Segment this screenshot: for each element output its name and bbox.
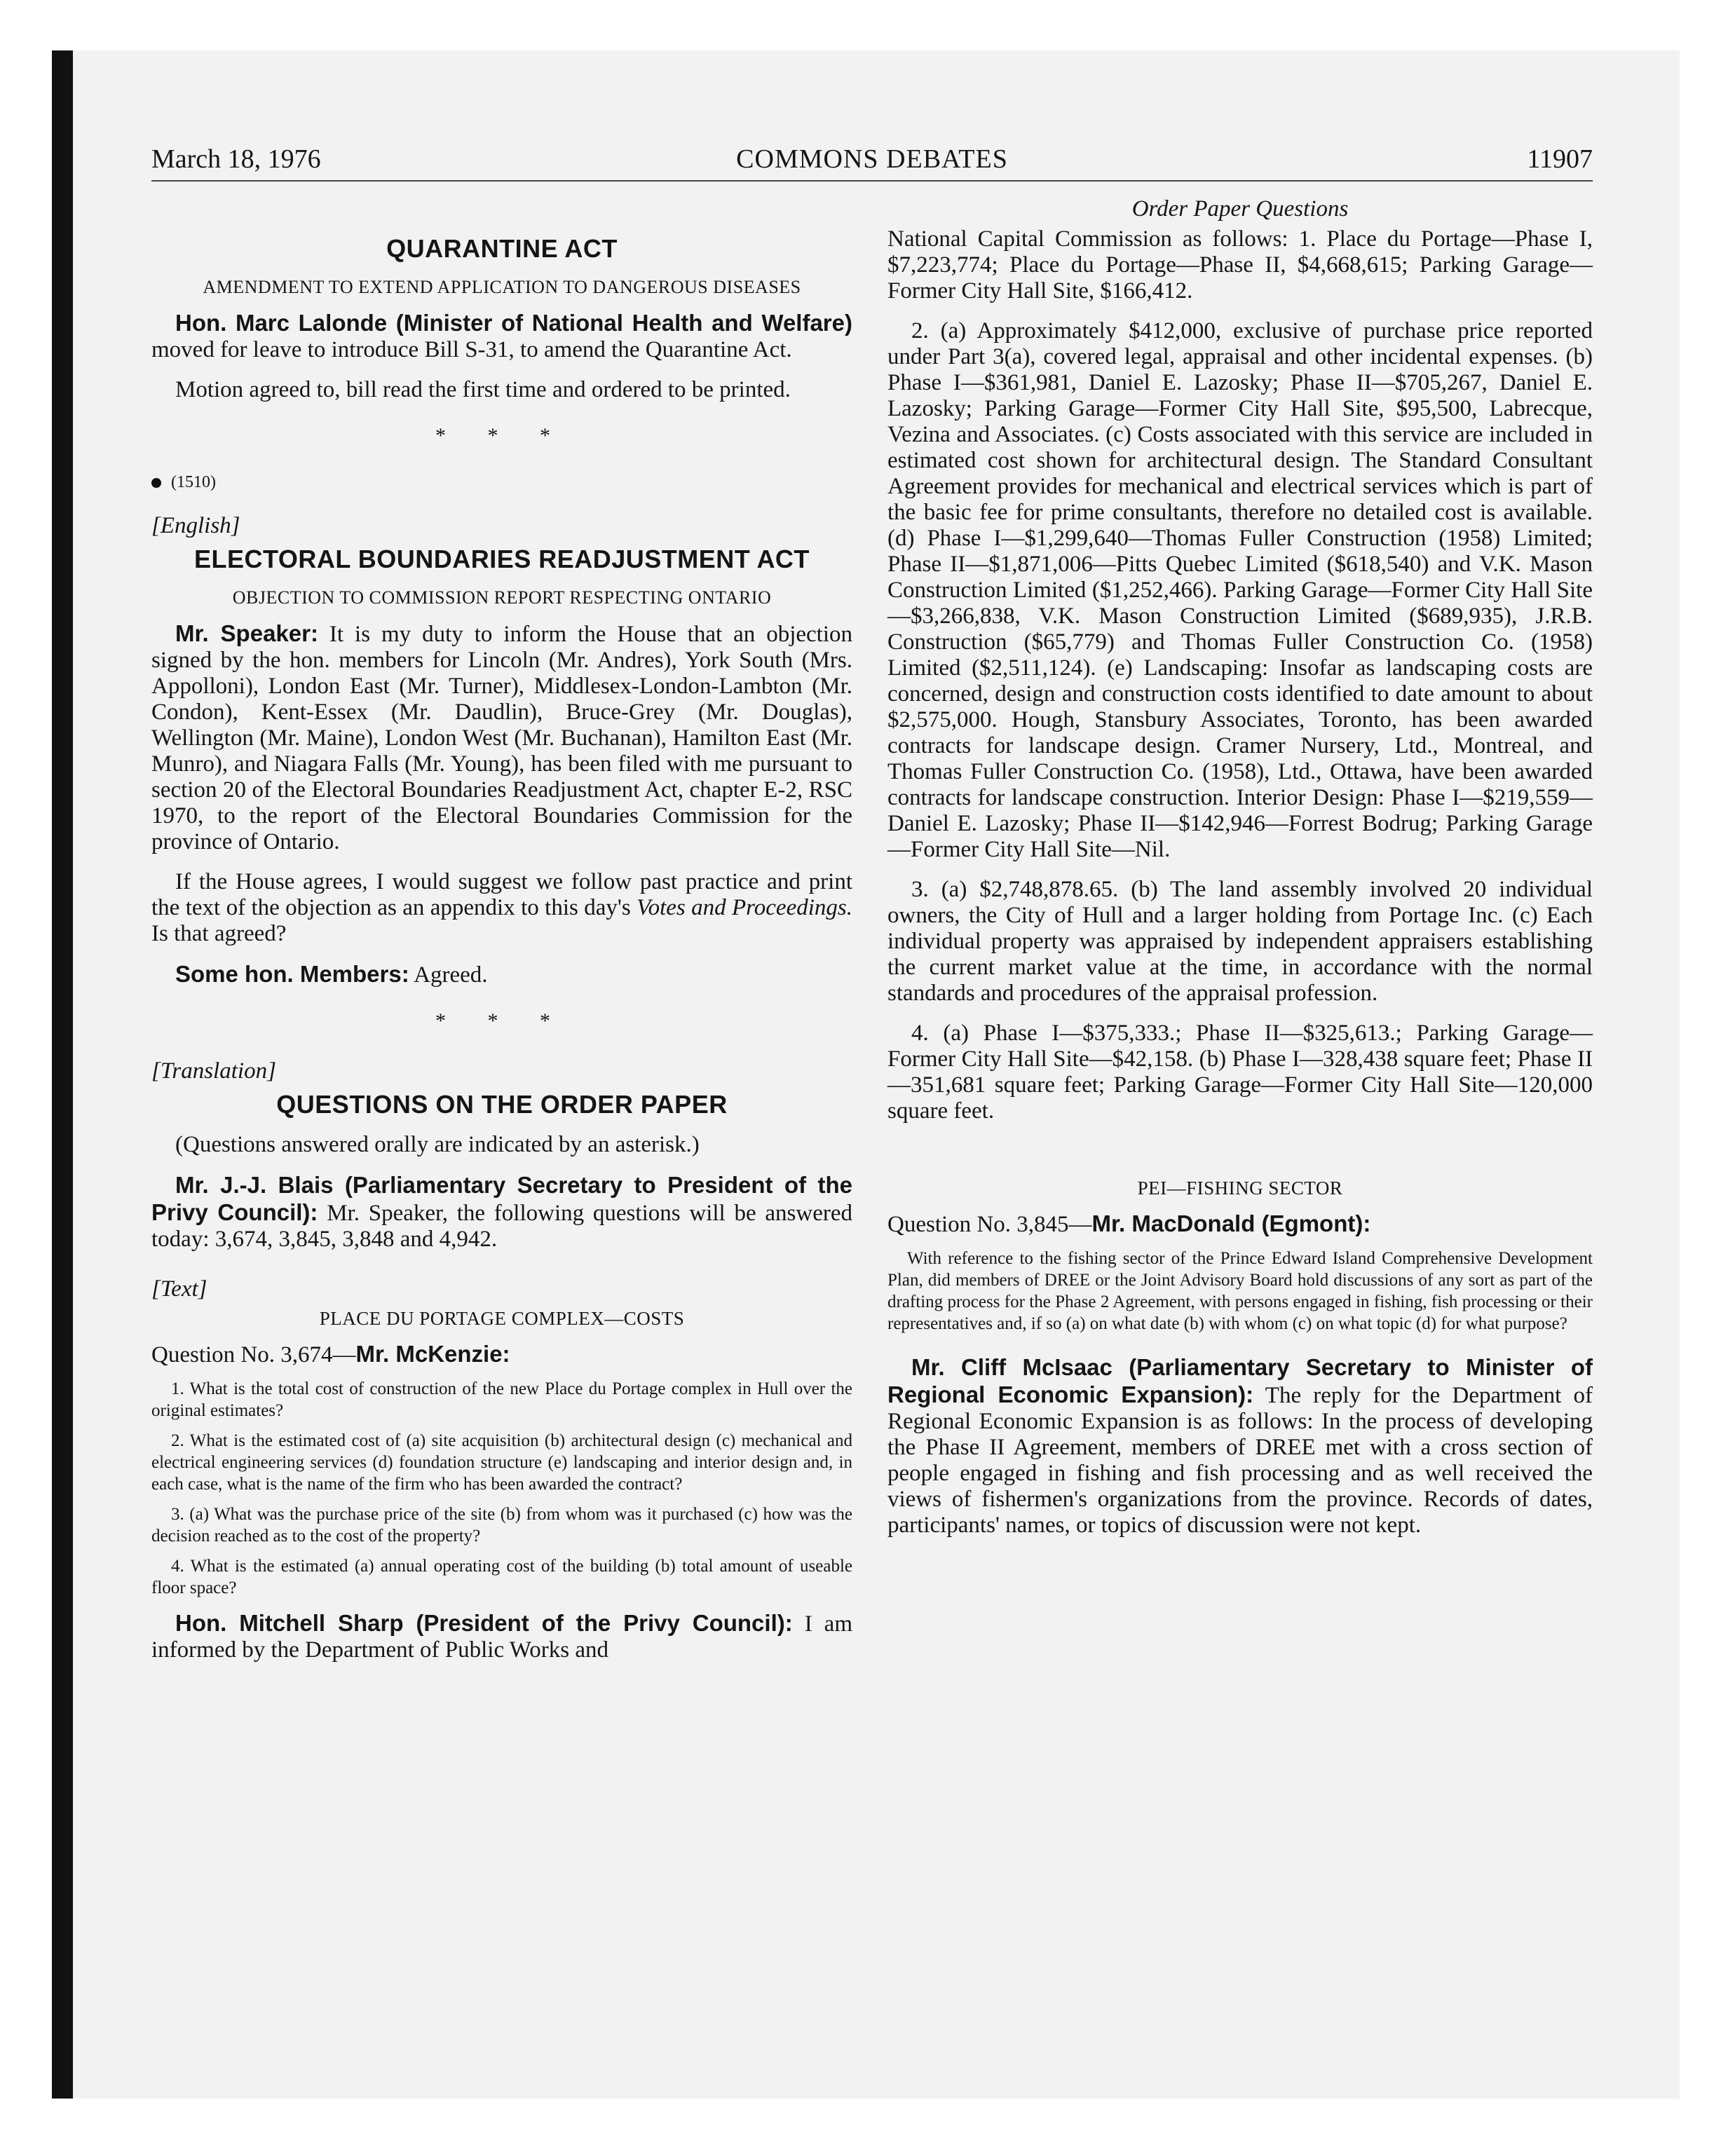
questions-note: (Questions answered orally are indicated by an asterisk.) (175, 1132, 700, 1157)
language-tag-english: [English] (151, 513, 240, 538)
members-reply: Some hon. Members: Agreed. (175, 961, 488, 988)
answer-4: 4. (a) Phase I—$375,333.; Phase II—$325,613.; Parking Garage—Former City Hall Site—$42,158. (b) Phase I—328,438 square feet; Phase II—351,681 square feet; Parking Garage—Former City Hall Site—120,000 square feet. (887, 1021, 1593, 1124)
portage-question-4: 4. What is the estimated (a) annual operating cost of the building (b) total amount of useable floor space? (151, 1557, 852, 1597)
quarantine-paragraph (151, 310, 852, 363)
portage-question-3: 3. (a) What was the purchase price of the site (b) from whom was it purchased (c) how was the decision reached as to the cost of the property? (151, 1505, 852, 1546)
pei-question-text: With reference to the fishing sector of the Prince Edward Island Comprehensive Development Plan, did members of DREE or the Joint Advisory Board hold discussions of any sort as part of the drafting process for the Phase 2 Agreement, with persons engaged in fishing, fish processing or their representatives and, if so (a) on what date (b) with whom (c) on what topic (d) for what purpose? (887, 1249, 1593, 1333)
quarantine-speech: moved for leave to introduce Bill S-31, to amend the Quarantine Act. (151, 337, 792, 362)
portage-caption: PLACE DU PORTAGE COMPLEX—COSTS (319, 1308, 685, 1329)
header-date: March 18, 1976 (151, 144, 321, 174)
electoral-speech: It is my duty to inform the House that an objection signed by the hon. members for Lincoln (Mr. Andres), York South (Mrs. Appolloni), London East (Mr. Turner), Middlesex-London-Lambton (Mr. Condon), Kent-Essex (Mr. Daudlin), Bruce-Grey (Mr. Douglas), Wellington (Mr. Maine), London West (Mr. Buchanan), Hamilton East (Mr. Munro), and Niagara Falls (Mr. Young), has been filed with me pursuant to section 20 of the Electoral Boundaries Readjustment Act, chapter E-2, RSC 1970, to the report of the Electoral Boundaries Commission for the province of Ontario. (151, 622, 852, 854)
language-tag-translation: [Translation] (151, 1058, 276, 1084)
language-tag-text: [Text] (151, 1276, 207, 1302)
bullet-icon (151, 478, 161, 488)
time-marker: (1510) (151, 473, 852, 492)
quarantine-subtitle: AMENDMENT TO EXTEND APPLICATION TO DANGEROUS DISEASES (203, 277, 801, 297)
quarantine-speaker: Hon. Marc Lalonde (Minister of National Health and Welfare) (175, 310, 852, 336)
header-title: COMMONS DEBATES (736, 144, 1008, 174)
pei-member: Mr. MacDonald (Egmont): (1091, 1210, 1371, 1236)
right-column (887, 196, 1593, 1553)
portage-question-line: Question No. 3,674—Mr. McKenzie: (151, 1341, 510, 1367)
electoral-title: ELECTORAL BOUNDARIES READJUSTMENT ACT (194, 545, 810, 573)
electoral-speaker: Mr. Speaker: (175, 620, 318, 646)
electoral-paragraph-2: If the House agrees, I would suggest we follow past practice and print the text of the objection as an appendix to this day's Votes and Proceedings. Is that agreed? (151, 869, 852, 946)
page-header (151, 144, 1593, 182)
quarantine-motion: Motion agreed to, bill read the first time and ordered to be printed. (175, 377, 791, 402)
votes-and-proceedings: Votes and Proceedings. (637, 895, 852, 920)
header-page-number: 11907 (1527, 144, 1593, 174)
pei-question-line: Question No. 3,845—Mr. MacDonald (Egmont): (887, 1210, 1371, 1237)
pei-answer-speaker: Mr. Cliff McIsaac (Parliamentary Secretary to Minister of Regional Economic Expansion): (887, 1354, 1593, 1407)
portage-answer-speaker: Hon. Mitchell Sharp (President of the Privy Council): (175, 1610, 793, 1636)
portage-question-2: 2. What is the estimated cost of (a) site acquisition (b) architectural design (c) mechanical and electrical engineering services (d) foundation structure (e) landscaping and interior design and, in each case, what is the name of the firm who has been awarded the contract? (151, 1431, 852, 1494)
running-head: Order Paper Questions (1131, 196, 1349, 221)
questions-paragraph: Mr. J.-J. Blais (Parliamentary Secretary to President of the Privy Council): Mr. Speaker, the following questions will be answered today: 3,674, 3,845, 3,848 and 4,942. (151, 1172, 853, 1252)
binding-edge (52, 50, 73, 2099)
left-column (151, 196, 852, 1677)
portage-member: Mr. McKenzie: (355, 1341, 510, 1367)
electoral-subtitle: OBJECTION TO COMMISSION REPORT RESPECTING ONTARIO (232, 587, 772, 608)
portage-question-1: 1. What is the total cost of construction of the new Place du Portage complex in Hull over the original estimates? (151, 1379, 852, 1420)
pei-caption: PEI—FISHING SECTOR (1137, 1178, 1343, 1199)
answer-continued: National Capital Commission as follows: 1. Place du Portage—Phase I, $7,223,774; Place du Portage—Phase II, $4,668,615; Parking Garage—Former City Hall Site, $166,412. (887, 226, 1593, 303)
questions-speaker: Mr. J.-J. Blais (Parliamentary Secretary to President of the Privy Council): (151, 1172, 852, 1225)
questions-title: QUESTIONS ON THE ORDER PAPER (276, 1090, 728, 1119)
pei-answer: Mr. Cliff McIsaac (Parliamentary Secretary to Minister of Regional Economic Expansion): The reply for the Department of Regional Economic Expansion is as follows: In the process of developing the Phase II Agreement, members of DREE met with a cross section of people engaged in fishing and fish processing and as well received the views of fishermen's organizations from the province. Records of dates, participants' names, or topics of discussion were not kept. (887, 1354, 1593, 1538)
answer-3: 3. (a) $2,748,878.65. (b) The land assembly involved 20 individual owners, the City of Hull and a larger holding from Portage Inc. (c) Each individual property was appraised by independent appraisers establishing the current market value at the time, in accordance with the normal standards and procedures of the appraisal profession. (887, 877, 1593, 1006)
section-separator-2: * * * (435, 1009, 569, 1032)
electoral-paragraph (151, 620, 852, 855)
section-separator: * * * (435, 424, 569, 447)
quarantine-title: QUARANTINE ACT (386, 234, 618, 263)
answer-2: 2. (a) Approximately $412,000, exclusive of purchase price reported under Part 3(a), covered legal, appraisal and other incidental expenses. (b) Phase I—$361,981, Daniel E. Lazosky; Phase II—$705,267, Daniel E. Lazosky; Parking Garage—Former City Hall Site, $95,500, Labrecque, Vezina and Associates. (c) Costs associated with this service are included in estimated cost shown for architectural design. The Standard Consultant Agreement provides for mechanical and electrical services which is part of the basic fee for prime consultants, therefore no detailed cost is available. (d) Phase I—$1,299,640—Thomas Fuller Construction (1958) Limited; Phase II—$1,871,006—Pitts Quebec Limited ($618,540) and V.K. Mason Construction Limited ($1,252,466). Parking Garage—Former City Hall Site—$3,266,838, V.K. Mason Construction Limited ($689,935), J.R.B. Construction ($65,779) and Thomas Fuller Construction Co. (1958) Limited ($2,511,124). (e) Landscaping: Insofar as landscaping costs are concerned, design and construction costs identified to date amount to about $2,575,000. Hough, Stansbury Associates, Toronto, has been awarded contracts for landscape design. Cramer Nursery, Ltd., Montreal, and Thomas Fuller Construction Co. (1958), Ltd., Ottawa, have been awarded contracts for landscape construction. Interior Design: Phase I—$219,559—Daniel E. Lazosky; Phase II—$142,946—Forrest Bodrug; Parking Garage—Former City Hall Site—Nil. (887, 318, 1593, 862)
members-label: Some hon. Members: (175, 961, 409, 987)
portage-answer: Hon. Mitchell Sharp (President of the Privy Council): I am informed by the Department of Public Works and (151, 1610, 852, 1663)
